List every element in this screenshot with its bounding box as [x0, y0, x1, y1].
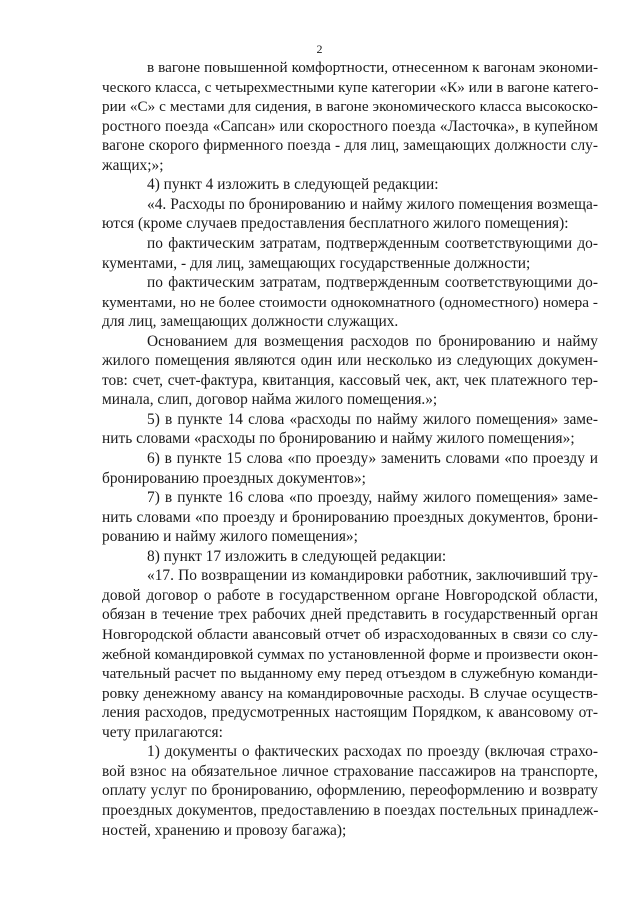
text-line: 7) в пункте 16 слова «по проезду, найму жилого помещения» заме- — [147, 489, 598, 507]
text-line: Основанием для возмещения расходов по бронированию и найму — [147, 332, 598, 350]
text-line: чательный расчет по выданному ему перед отъездом в служебную команди- — [102, 665, 598, 683]
text-line: по фактическим затратам, подтвержденным соответствующими до- — [147, 235, 598, 252]
text-line: довой договор о работе в государственном органе Новгородской области, — [102, 586, 598, 604]
text-line: ются (кроме случаев предоставления бесплатного жилого помещения): — [102, 215, 569, 233]
text-line: 1) документы о фактических расходах по проезду (включая страхо- — [147, 743, 598, 761]
text-line: ления расходов, предусмотренных настоящим Порядком, к авансовому от- — [102, 704, 598, 722]
page-number: 2 — [316, 42, 323, 56]
text-line: нить словами «расходы по бронированию и найму жилого помещения»; — [102, 430, 575, 448]
text-line: обязан в течение трех рабочих дней представить в государственный орган — [102, 606, 598, 624]
text-line: жилого помещения являются один или несколько из следующих докумен- — [102, 352, 598, 370]
text-line: по фактическим затратам, подтвержденным соответствующими до- — [147, 274, 598, 292]
text-line: чету прилагаются: — [102, 723, 223, 741]
text-line: 5) в пункте 14 слова «расходы по найму жилого помещения» заме- — [147, 410, 598, 428]
text-line: 6) в пункте 15 слова «по проезду» заменить словами «по проезду и — [147, 450, 598, 467]
text-line: «4. Расходы по бронированию и найму жилого помещения возмеща- — [147, 195, 598, 213]
text-line: ческого класса, с четырехместными купе категории «К» или в вагоне катего- — [102, 78, 599, 96]
text-line: жебной командировкой суммах по установленной форме и произвести окон- — [102, 645, 598, 663]
text-line: рии «С» с местами для сидения, в вагоне экономического класса высокоско- — [102, 98, 598, 116]
text-line: ностей, хранению и провозу багажа); — [102, 821, 347, 839]
text-line: ровку денежному авансу на командировочные расходы. В случае осуществ- — [102, 684, 598, 702]
text-line: вагоне скорого фирменного поезда - для лиц, замещающих должности слу- — [102, 137, 598, 155]
text-line: Новгородской области авансовый отчет об израсходованных в связи со слу- — [102, 626, 598, 643]
text-line: проездных документов, предоставлению в поездах постельных принадлеж- — [102, 801, 599, 819]
text-line: рованию и найму жилого помещения»; — [102, 528, 358, 546]
text-line: минала, слип, договор найма жилого помещения.»; — [102, 391, 438, 409]
text-line: 8) пункт 17 изложить в следующей редакции: — [147, 547, 447, 565]
text-line: 4) пункт 4 изложить в следующей редакции: — [147, 176, 439, 194]
text-line: жащих;»; — [102, 156, 164, 174]
text-line: тов: счет, счет-фактура, квитанция, кассовый чек, акт, чек платежного тер- — [102, 371, 598, 389]
text-line: кументами, но не более стоимости однокомнатного (одноместного) номера - — [102, 293, 598, 311]
text-line: ростного поезда «Сапсан» или скоростного поезда «Ласточка», в купейном — [102, 117, 598, 135]
text-line: в вагоне повышенной комфортности, отнесенном к вагонам экономи- — [147, 59, 598, 76]
text-line: вой взнос на обязательное личное страхование пассажиров на транспорте, — [102, 762, 598, 780]
text-line: для лиц, замещающих должности служащих. — [102, 313, 399, 331]
text-line: кументами, - для лиц, замещающих государственные должности; — [102, 254, 531, 272]
text-line: оплату услуг по бронированию, оформлению, переоформлению и возврату — [102, 782, 598, 800]
text-line: бронированию проездных документов»; — [102, 469, 366, 487]
text-line: нить словами «по проезду и бронированию проездных документов, брони- — [102, 508, 598, 526]
text-line: «17. По возвращении из командировки работник, заключивший тру- — [147, 567, 598, 585]
